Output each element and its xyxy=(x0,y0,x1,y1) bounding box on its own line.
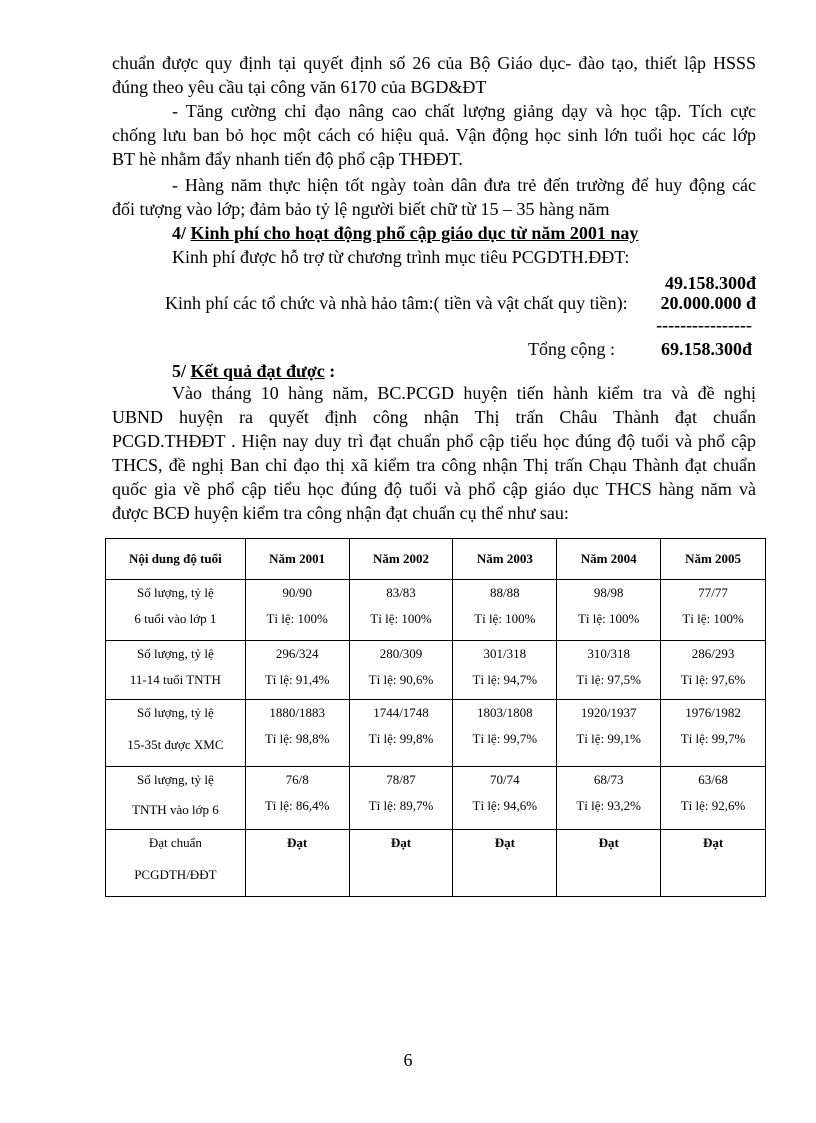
table-cell: 63/68 Tỉ lệ: 92,6% xyxy=(661,767,766,830)
table-cell: 310/318 Tỉ lệ: 97,5% xyxy=(557,641,661,700)
table-header-cell: Nội dung độ tuổi xyxy=(106,539,246,580)
total-amount: 69.158.300đ xyxy=(660,339,752,359)
table-cell: 1880/1883 Tỉ lệ: 98,8% xyxy=(245,700,349,767)
row-label: Đạt chuẩn PCGDTH/ĐĐT xyxy=(106,830,246,897)
table-cell: 286/293 Tỉ lệ: 97,6% xyxy=(661,641,766,700)
row-label: Số lượng, tỷ lệ 11-14 tuổi TNTH xyxy=(106,641,246,700)
table-row xyxy=(106,767,766,830)
results-table xyxy=(105,538,766,897)
table-header-cell: Năm 2005 xyxy=(661,539,766,580)
section-5-heading xyxy=(172,360,756,382)
paragraph-2-line-2: chống lưu ban bỏ học một cách có hiệu quả. Vận động học sinh lớn tuổi học các lớp xyxy=(112,125,756,145)
row-label: Số lượng, tỷ lệ 15-35t được XMC xyxy=(106,700,246,767)
table-cell: 70/74 Tỉ lệ: 94,6% xyxy=(453,767,557,830)
row-label: Số lượng, tỷ lệ 6 tuổi vào lớp 1 xyxy=(106,580,246,641)
row-label: Số lượng, tỷ lệ TNTH vào lớp 6 xyxy=(106,767,246,830)
section-5-title: Kết quả đạt được xyxy=(190,361,325,381)
table-cell: 83/83 Tỉ lệ: 100% xyxy=(349,580,453,641)
table-header-cell: Năm 2002 xyxy=(349,539,453,580)
paragraph-1-line-1: chuẩn được quy định tại quyết định số 26 của Bộ Giáo dục- đào tạo, thiết lập HSSS xyxy=(112,53,756,73)
section-5-line-1: Vào tháng 10 hàng năm, BC.PCGD huyện tiến hành kiểm tra và đề nghị xyxy=(172,383,756,403)
table-cell: 1976/1982 Tỉ lệ: 99,7% xyxy=(661,700,766,767)
section-5-line-6: được BCĐ huyện kiểm tra công nhận đạt chuẩn cụ thể như sau: xyxy=(112,503,569,523)
table-cell: 296/324 Tỉ lệ: 91,4% xyxy=(245,641,349,700)
table-cell: 77/77 Tỉ lệ: 100% xyxy=(661,580,766,641)
table-row xyxy=(106,830,766,897)
table-row xyxy=(106,700,766,767)
section-4-number: 4/ xyxy=(172,223,187,243)
table-cell: Đạt xyxy=(349,830,453,897)
table-cell: 78/87 Tỉ lệ: 89,7% xyxy=(349,767,453,830)
section-5-number: 5/ xyxy=(172,361,187,381)
table-cell: 98/98 Tỉ lệ: 100% xyxy=(557,580,661,641)
table-header-cell: Năm 2003 xyxy=(453,539,557,580)
table-cell: 1744/1748 Tỉ lệ: 99,8% xyxy=(349,700,453,767)
page-number: 6 xyxy=(403,1050,413,1070)
table-header-row xyxy=(106,539,766,580)
table-row xyxy=(106,580,766,641)
table-cell: 280/309 Tỉ lệ: 90,6% xyxy=(349,641,453,700)
table-cell: Đạt xyxy=(453,830,557,897)
fund-1-amount: 49.158.300đ xyxy=(664,273,756,293)
paragraph-1-line-2: đúng theo yêu cầu tại công văn 6170 của BGD&ĐT xyxy=(112,77,487,97)
table-header-cell: Năm 2004 xyxy=(557,539,661,580)
table-cell: 88/88 Tỉ lệ: 100% xyxy=(453,580,557,641)
paragraph-2-line-1: - Tăng cường chỉ đạo nâng cao chất lượng giảng dạy và học tập. Tích cực xyxy=(172,101,756,121)
table-cell: Đạt xyxy=(661,830,766,897)
table-cell: Đạt xyxy=(245,830,349,897)
table-cell: 1920/1937 Tỉ lệ: 99,1% xyxy=(557,700,661,767)
table-header-cell: Năm 2001 xyxy=(245,539,349,580)
table-cell: 301/318 Tỉ lệ: 94,7% xyxy=(453,641,557,700)
total-label: Tổng cộng : xyxy=(528,339,615,359)
paragraph-3-line-1: - Hàng năm thực hiện tốt ngày toàn dân đưa trẻ đến trường để huy động các xyxy=(172,175,756,195)
table-cell: 1803/1808 Tỉ lệ: 99,7% xyxy=(453,700,557,767)
fund-2-label: Kinh phí các tổ chức và nhà hảo tâm:( tiền và vật chất quy tiền): xyxy=(165,293,628,313)
section-5-line-5: quốc gia về phổ cập tiểu học đúng độ tuổi và phổ cập giáo dục THCS hàng năm và xyxy=(112,479,756,499)
section-5-suffix: : xyxy=(324,361,336,381)
table-cell: 76/8 Tỉ lệ: 86,4% xyxy=(245,767,349,830)
table-cell: 68/73 Tỉ lệ: 93,2% xyxy=(557,767,661,830)
table-cell: 90/90 Tỉ lệ: 100% xyxy=(245,580,349,641)
section-5-line-4: THCS, đề nghị Ban chỉ đạo thị xã kiểm tra công nhận Thị trấn Chạu Thành đạt chuẩn xyxy=(112,455,756,475)
table-row xyxy=(106,641,766,700)
fund-2-amount: 20.000.000 đ xyxy=(660,293,756,313)
section-5-line-3: PCGD.THĐĐT . Hiện nay duy trì đạt chuẩn phổ cập tiểu học đúng độ tuổi và phổ cập xyxy=(112,431,756,451)
section-4-heading xyxy=(172,222,756,244)
paragraph-3-line-2: đối tượng vào lớp; đảm bảo tỷ lệ người biết chữ từ 15 – 35 hàng năm xyxy=(112,199,610,219)
section-4-title: Kinh phí cho hoạt động phổ cập giáo dục từ năm 2001 nay xyxy=(190,223,639,243)
section-5-line-2: UBND huyện ra quyết định công nhận Thị trấn Châu Thành đạt chuẩn xyxy=(112,407,756,427)
fund-1-label: Kinh phí được hỗ trợ từ chương trình mục tiêu PCGDTH.ĐĐT: xyxy=(172,247,630,267)
paragraph-2-line-3: BT hè nhằm đẩy nhanh tiến độ phổ cập THĐĐT. xyxy=(112,149,463,169)
table-cell: Đạt xyxy=(557,830,661,897)
total-separator: ---------------- xyxy=(656,315,752,335)
